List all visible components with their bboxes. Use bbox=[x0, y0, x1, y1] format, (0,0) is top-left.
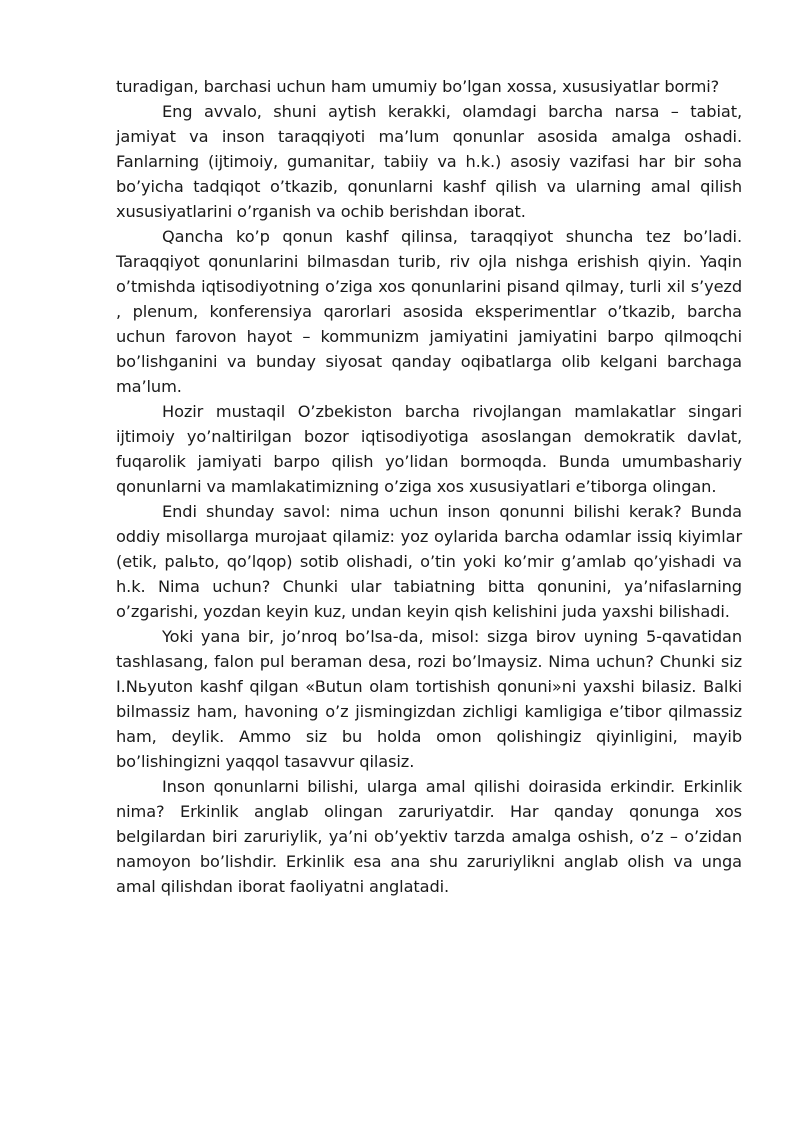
paragraph: Yoki yana bir, jo’nroq bo’lsa-da, misol: sizga birov uyning 5-qavatidan tashlasang, falon pul beraman desa, rozi bo’lmaysiz. Nima uchun? Chunki siz I.Nьyuton kashf qilgan «Butun olam tortishish qonuni»ni yaxshi bilasiz. Balki bilmassiz ham, havoning o’z jismingizdan zichligi kamligiga e’tibor qilmassiz ham, deylik. Ammo siz bu holda omon qolishingiz qiyinligini, mayib bo’lishingizni yaqqol tasavvur qilasiz. bbox=[116, 627, 742, 771]
document-page bbox=[116, 74, 742, 899]
paragraph: Endi shunday savol: nima uchun inson qonunni bilishi kerak? Bunda oddiy misollarga murojaat qilamiz: yoz oylarida barcha odamlar issiq kiyimlar (etik, palьto, qo’lqop) sotib olishadi, o’tin yoki ko’mir g’amlab qo’yishadi va h.k. Nima uchun? Chunki ular tabiatning bitta qonunini, ya’nifaslarning o’zgarishi, yozdan keyin kuz, undan keyin qish kelishini juda yaxshi bilishadi. bbox=[116, 502, 742, 621]
paragraph: Inson qonunlarni bilishi, ularga amal qilishi doirasida erkindir. Erkinlik nima? Erkinlik anglab olingan zaruriyatdir. Har qanday qonunga xos belgilardan biri zaruriylik, ya’ni ob’yektiv tarzda amalga oshish, o’z – o’zidan namoyon bo’lishdir. Erkinlik esa ana shu zaruriylikni anglab olish va unga amal qilishdan iborat faoliyatni anglatadi. bbox=[116, 777, 742, 896]
paragraph-continuation: turadigan, barchasi uchun ham umumiy bo’lgan xossa, xususiyatlar bormi? bbox=[116, 77, 720, 96]
paragraph: Eng avvalo, shuni aytish kerakki, olamdagi barcha narsa – tabiat, jamiyat va inson taraqqiyoti ma’lum qonunlar asosida amalga oshadi. Fanlarning (ijtimoiy, gumanitar, tabiiy va h.k.) asosiy vazifasi har bir soha bo’yicha tadqiqot o’tkazib, qonunlarni kashf qilish va ularning amal qilish xususiyatlarini o’rganish va ochib berishdan iborat. bbox=[116, 102, 742, 221]
paragraph: Qancha ko’p qonun kashf qilinsa, taraqqiyot shuncha tez bo’ladi. Taraqqiyot qonunlarini bilmasdan turib, riv ojla nishga erishish qiyin. Yaqin o’tmishda iqtisodiyotning o’ziga xos qonunlarini pisand qilmay, turli xil s’yezd , plenum, konferensiya qarorlari asosida eksperimentlar o’tkazib, barcha uchun farovon hayot – kommunizm jamiyatini jamiyatini barpo qilmoqchi bo’lishganini va bunday siyosat qanday oqibatlarga olib kelgani barchaga ma’lum. bbox=[116, 227, 742, 396]
paragraph: Hozir mustaqil O’zbekiston barcha rivojlangan mamlakatlar singari ijtimoiy yo’naltirilgan bozor iqtisodiyotiga asoslangan demokratik davlat, fuqarolik jamiyati barpo qilish yo’lidan bormoqda. Bunda umumbashariy qonunlarni va mamlakatimizning o’ziga xos xususiyatlari e’tiborga olingan. bbox=[116, 402, 742, 496]
